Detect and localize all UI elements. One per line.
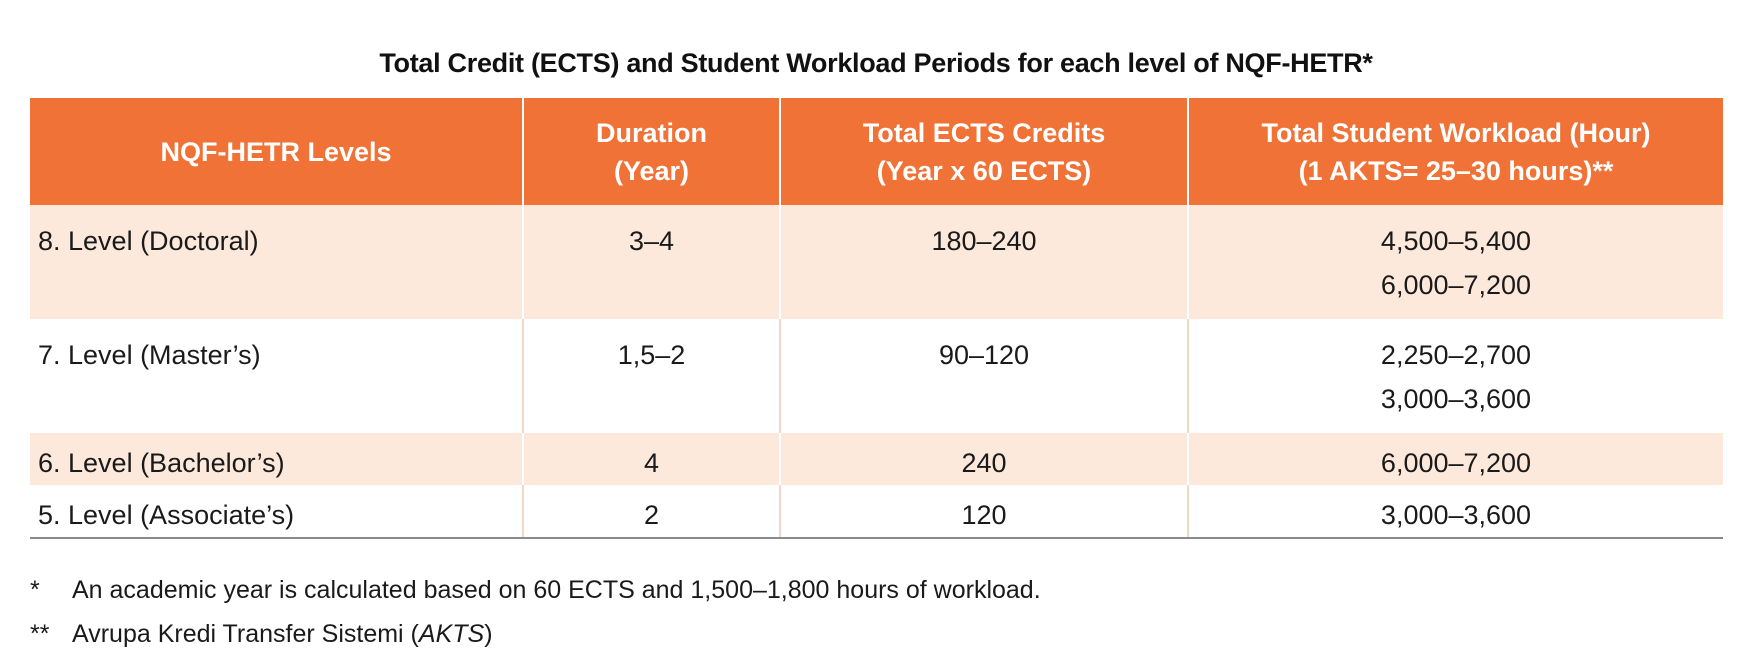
footnote-text: An academic year is calculated based on 60 ECTS and 1,500–1,800 hours of workload.	[72, 575, 1041, 604]
header-credits: Total ECTS Credits (Year x 60 ECTS)	[780, 98, 1188, 205]
cell-duration: 2	[523, 485, 780, 538]
footnote-text: Avrupa Kredi Transfer Sistemi (AKTS)	[72, 619, 493, 648]
cell-level: 5. Level (Associate’s)	[30, 485, 523, 538]
footnote-1	[30, 568, 1720, 612]
cell-workload: 4,500–5,400 6,000–7,200	[1188, 205, 1723, 319]
cell-workload: 2,250–2,700 3,000–3,600	[1188, 319, 1723, 433]
footnote-abbrev: AKTS	[418, 619, 485, 648]
cell-duration: 4	[523, 433, 780, 485]
table-row	[30, 205, 1723, 319]
cell-workload: 3,000–3,600	[1188, 485, 1723, 538]
cell-level: 6. Level (Bachelor’s)	[30, 433, 523, 485]
cell-duration: 1,5–2	[523, 319, 780, 433]
table-title: Total Credit (ECTS) and Student Workload Periods for each level of NQF-HETR*	[379, 48, 1373, 78]
ects-workload-table	[30, 98, 1723, 539]
cell-credits: 240	[780, 433, 1188, 485]
table-row	[30, 319, 1723, 433]
cell-credits: 120	[780, 485, 1188, 538]
table-row	[30, 485, 1723, 538]
cell-level: 8. Level (Doctoral)	[30, 205, 523, 319]
cell-credits: 180–240	[780, 205, 1188, 319]
header-workload: Total Student Workload (Hour) (1 AKTS= 25–30 hours)**	[1188, 98, 1723, 205]
cell-credits: 90–120	[780, 319, 1188, 433]
cell-duration: 3–4	[523, 205, 780, 319]
footnote-2	[30, 612, 1720, 656]
footnote-mark: *	[30, 575, 40, 604]
footnote-mark: **	[30, 619, 50, 648]
cell-level: 7. Level (Master’s)	[30, 319, 523, 433]
cell-workload: 6,000–7,200	[1188, 433, 1723, 485]
header-levels: NQF-HETR Levels	[30, 98, 523, 205]
table-row	[30, 433, 1723, 485]
table-header-row	[30, 98, 1723, 205]
footnotes	[30, 568, 1720, 656]
header-duration: Duration (Year)	[523, 98, 780, 205]
